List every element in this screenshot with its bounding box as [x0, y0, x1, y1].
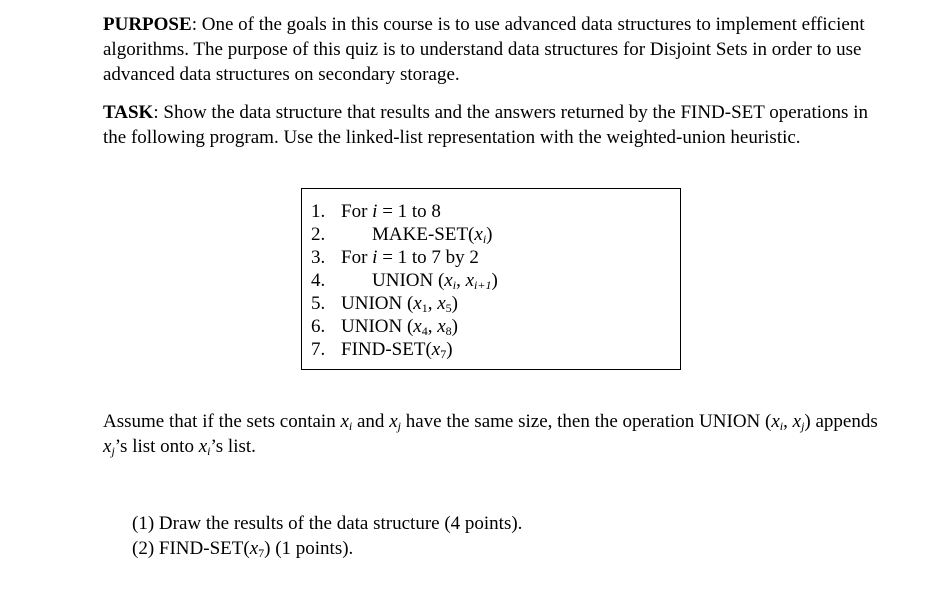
- line-number: 2.: [311, 224, 326, 245]
- line-code: MAKE-$SET(x_i)$: [372, 224, 493, 246]
- line-code: UNION ($x_1$, $x_5$): [341, 293, 458, 315]
- line-code: For i = 1 to 7 by 2: [341, 247, 479, 268]
- line-number: 1.: [311, 201, 326, 222]
- program-box: [301, 188, 681, 370]
- line-number: 3.: [311, 247, 326, 268]
- assumption-paragraph: Assume that if the sets contain $x_i$ and $x_j$ have the same size, then the operation UNION ($x_i$, $x_j$) appends $x_j’s$ list onto $x_i’s$ list.: [103, 411, 878, 458]
- purpose-paragraph: [103, 12, 893, 87]
- line-number: 6.: [311, 316, 326, 337]
- line-number: 5.: [311, 293, 326, 314]
- purpose-text: : One of the goals in this course is to use advanced data structures to implement efficient algorithms. The purpose of this quiz is to understand data structures for Disjoint Sets in order to use advanced data structures on secondary storage.: [103, 14, 865, 85]
- question-1: (1) Draw the results of the data structure (4 points).: [132, 513, 523, 534]
- line-code: For i = 1 to 8: [341, 201, 441, 222]
- line-number: 4.: [311, 270, 326, 291]
- task-label: TASK: [103, 102, 154, 123]
- line-code: UNION ($x_i$, $x_{i+1}$): [372, 270, 498, 292]
- line-code: UNION ($x_4$, $x_8$): [341, 316, 458, 338]
- question-2: (2) FIND-$SET(x_7)$ (1 points).: [132, 538, 354, 560]
- task-paragraph: [103, 100, 893, 150]
- purpose-label: PURPOSE: [103, 14, 192, 35]
- line-code: FIND-$SET(x_7)$: [341, 339, 453, 361]
- task-text: : Show the data structure that results and the answers returned by the FIND-SET operations in the following program. Use the linked-list representation with the weighted-union heuristic.: [103, 102, 868, 148]
- line-number: 7.: [311, 339, 326, 360]
